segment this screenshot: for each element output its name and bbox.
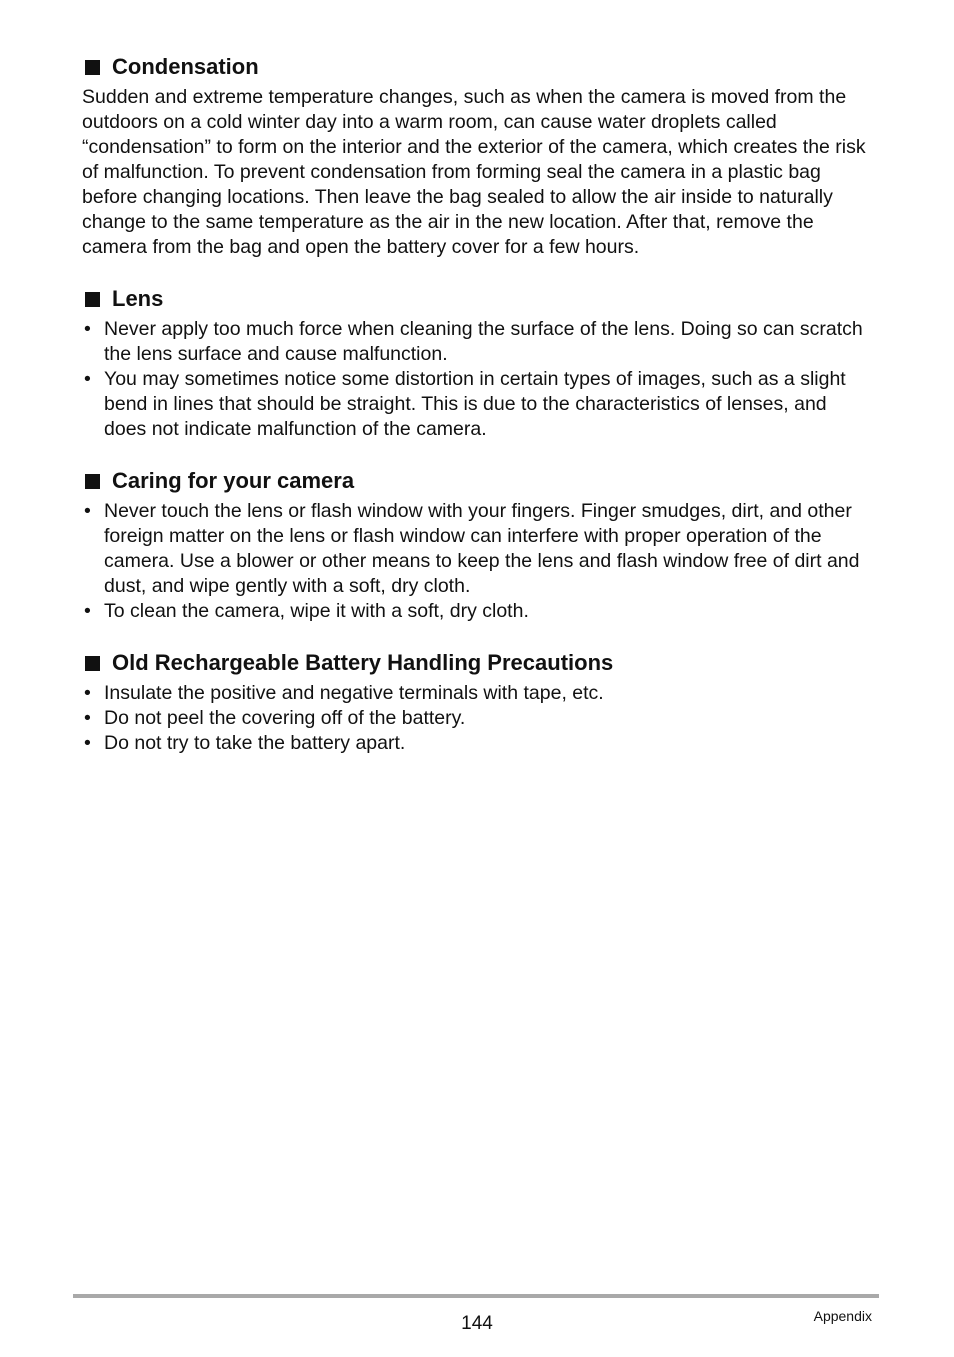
bullet-dot-icon: •: [84, 318, 91, 340]
list-item-text: Never apply too much force when cleaning the surface of the lens. Doing so can scratch the lens surface and cause malfunction.: [104, 318, 863, 365]
section-heading: [82, 468, 872, 494]
bullet-dot-icon: •: [84, 500, 91, 522]
bullet-dot-icon: •: [84, 600, 91, 622]
section-paragraph: Sudden and extreme temperature changes, such as when the camera is moved from the outdoors on a cold winter day into a warm room, can cause water droplets called “condensation” to form on the interior and the exterior of the camera, which creates the risk of malfunction. To prevent condensation from forming seal the camera in a plastic bag before changing locations. Then leave the bag sealed to allow the air inside to naturally change to the same temperature as the air in the new location. After that, remove the camera from the bag and open the battery cover for a few hours.: [82, 86, 866, 258]
square-bullet-icon: [85, 292, 100, 307]
list-item-text: Do not peel the covering off of the battery.: [104, 707, 466, 729]
section-heading: [82, 54, 872, 80]
list-item-text: Never touch the lens or flash window with your fingers. Finger smudges, dirt, and other foreign matter on the lens or flash window can interfere with proper operation of the camera. Use a blower or other means to keep the lens and flash window free of dirt and dust, and wipe gently with a soft, dry cloth.: [104, 500, 860, 597]
bullet-dot-icon: •: [84, 707, 91, 729]
bullet-list: [82, 499, 872, 624]
list-item: [82, 731, 872, 756]
list-item: [82, 706, 872, 731]
list-item-text: You may sometimes notice some distortion in certain types of images, such as a slight bend in lines that should be straight. This is due to the characteristics of lenses, and does not indicate malfunction of the camera.: [104, 368, 846, 440]
bullet-dot-icon: •: [84, 732, 91, 754]
list-item-text: Insulate the positive and negative terminals with tape, etc.: [104, 682, 604, 704]
heading-text: Old Rechargeable Battery Handling Precautions: [112, 650, 614, 675]
square-bullet-icon: [85, 60, 100, 75]
list-item: [82, 317, 872, 367]
section-caring: [82, 468, 872, 624]
list-item: [82, 499, 872, 599]
heading-text: Condensation: [112, 54, 259, 79]
list-item: [82, 367, 872, 442]
page-number: 144: [461, 1313, 493, 1334]
list-item-text: To clean the camera, wipe it with a soft, dry cloth.: [104, 600, 529, 622]
footer-section-label: Appendix: [813, 1308, 872, 1324]
list-item: [82, 599, 872, 624]
section-lens: [82, 286, 872, 442]
section-heading: [82, 286, 872, 312]
bullet-list: [82, 317, 872, 442]
bullet-dot-icon: •: [84, 682, 91, 704]
section-condensation: [82, 54, 872, 260]
page-content: [82, 54, 872, 782]
heading-text: Caring for your camera: [112, 468, 355, 493]
square-bullet-icon: [85, 656, 100, 671]
bullet-list: [82, 681, 872, 756]
section-heading: [82, 650, 872, 676]
footer-divider: [73, 1294, 879, 1298]
list-item: [82, 681, 872, 706]
heading-text: Lens: [112, 286, 164, 311]
list-item-text: Do not try to take the battery apart.: [104, 732, 406, 754]
section-battery: [82, 650, 872, 756]
square-bullet-icon: [85, 474, 100, 489]
bullet-dot-icon: •: [84, 368, 91, 390]
